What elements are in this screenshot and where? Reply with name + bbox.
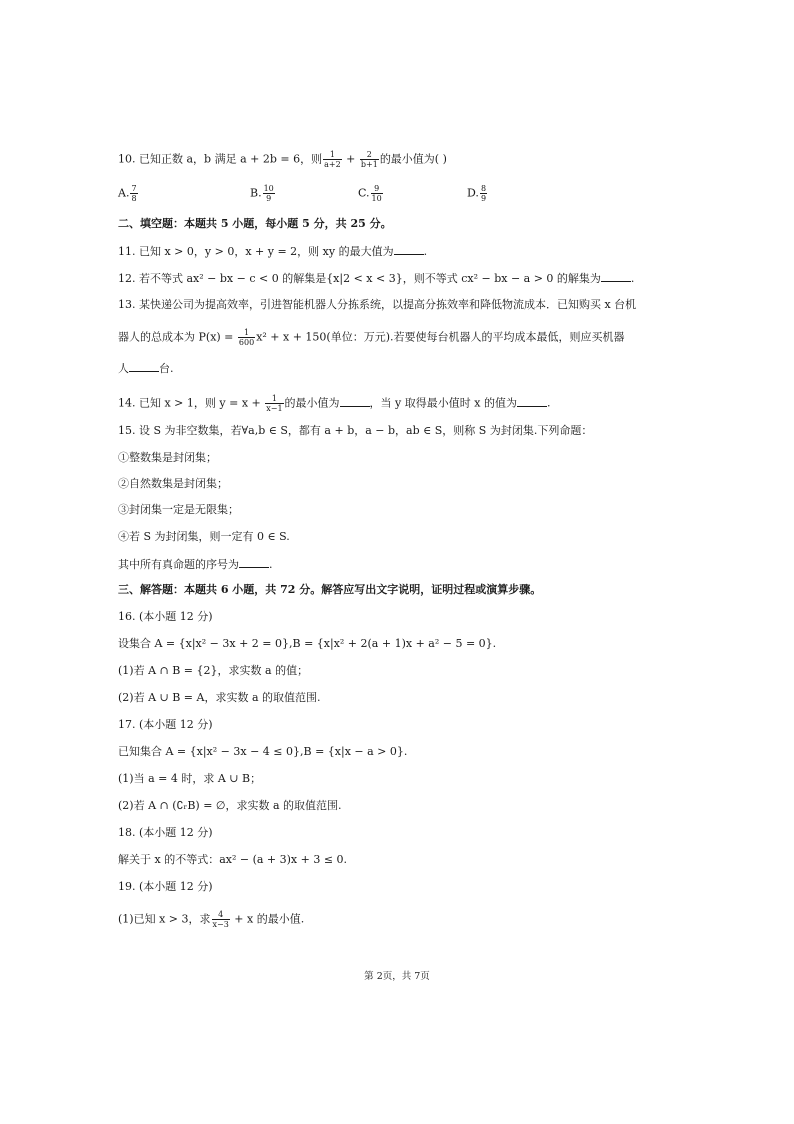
- q18-heading: 18. (本小题 12 分): [118, 826, 213, 839]
- section-2-heading: 二、填空题：本题共 5 小题，每小题 5 分，共 25 分。: [118, 217, 392, 230]
- answer-blank: [601, 271, 631, 282]
- question-13-line-2: 器人的总成本为 P(x) = $\frac{1}{600}$ x² + x + 150(单位：万元).若要使每台机器人的平均成本最低，则应买机器: [118, 328, 625, 347]
- q10-fraction-1: $\frac{1}{a+2}$: [324, 150, 341, 169]
- q15-item-4: ④若 S 为封闭集，则一定有 0 ∈ S.: [118, 530, 290, 543]
- q15-item-2: ②自然数集是封闭集；: [118, 477, 228, 490]
- q17-part-1: (1)当 a = 4 时，求 A ∪ B；: [118, 772, 262, 785]
- q10-option-d: D. $\frac{8}{9}$: [467, 184, 487, 203]
- section-3-heading: 三、解答题：本题共 6 小题，共 72 分。解答应写出文字说明，证明过程或演算步骤。: [118, 583, 542, 596]
- q16-part-2: (2)若 A ∪ B = A，求实数 a 的取值范围.: [118, 691, 321, 704]
- page-footer: 第 2页，共 7页: [364, 971, 430, 982]
- q19-fraction: $\frac{4}{x-3}$: [212, 910, 229, 929]
- q10-option-b: B. $\frac{10}{9}$: [250, 184, 274, 203]
- question-10: 10. 已知正数 a，b 满足 a + 2b = 6，则 $\frac{1}{a+2}$ + $\frac{2}{b+1}$ 的最小值为( ): [118, 150, 447, 169]
- answer-blank: [239, 557, 269, 568]
- q15-item-1: ①整数集是封闭集；: [118, 451, 217, 464]
- q17-heading: 17. (本小题 12 分): [118, 718, 213, 731]
- question-11: 11. 已知 x > 0，y > 0，x + y = 2，则 xy 的最大值为 .: [118, 245, 428, 258]
- answer-blank: [394, 244, 424, 255]
- q10-option-a: A. $\frac{7}{8}$: [118, 184, 137, 203]
- question-13-line-3: 人 台.: [118, 362, 174, 375]
- q16-part-1: (1)若 A ∩ B = {2}，求实数 a 的值；: [118, 664, 309, 677]
- q10-option-c: C. $\frac{9}{10}$: [358, 184, 382, 203]
- q16-heading: 16. (本小题 12 分): [118, 610, 213, 623]
- answer-blank: [517, 396, 547, 407]
- q16-set: 设集合 A = {x|x² − 3x + 2 = 0},B = {x|x² + 2(a + 1)x + a² − 5 = 0}.: [118, 637, 497, 650]
- q10-stem-b: a，b 满足 a + 2b = 6，则: [186, 152, 323, 166]
- q13-fraction: $\frac{1}{600}$: [238, 328, 255, 347]
- q18-body: 解关于 x 的不等式：ax² − (a + 3)x + 3 ≤ 0.: [118, 853, 348, 866]
- q15-ask: 其中所有真命题的序号为 .: [118, 558, 273, 571]
- q17-part-2: (2)若 A ∩ (∁ᵣB) = ∅，求实数 a 的取值范围.: [118, 799, 342, 812]
- question-12: 12. 若不等式 ax² − bx − c < 0 的解集是{x|2 < x < 3}，则不等式 cx² − bx − a > 0 的解集为 .: [118, 272, 635, 285]
- q19-heading: 19. (本小题 12 分): [118, 880, 213, 893]
- q14-fraction: $\frac{1}{x-1}$: [266, 394, 283, 413]
- question-13-line-1: 13. 某快递公司为提高效率，引进智能机器人分拣系统，以提高分拣效率和降低物流成本．已知购买 x 台机: [118, 298, 637, 311]
- answer-blank: [340, 396, 370, 407]
- q10-stem-a: 10. 已知正数: [118, 152, 187, 166]
- q15-item-3: ③封闭集一定是无限集；: [118, 503, 239, 516]
- q10-stem-c: 的最小值为( ): [379, 152, 447, 166]
- question-15-stem: 15. 设 S 为非空数集，若∀a,b ∈ S，都有 a + b，a − b，ab ∈ S，则称 S 为封闭集.下列命题：: [118, 424, 593, 437]
- q19-part-1: (1)已知 x > 3，求 $\frac{4}{x-3}$ + x 的最小值.: [118, 910, 305, 929]
- q10-fraction-2: $\frac{2}{b+1}$: [360, 150, 378, 169]
- q17-set: 已知集合 A = {x|x² − 3x − 4 ≤ 0},B = {x|x − a > 0}.: [118, 745, 408, 758]
- answer-blank: [129, 361, 159, 372]
- question-14: 14. 已知 x > 1，则 y = x + $\frac{1}{x-1}$ 的最小值为 ，当 y 取得最小值时 x 的值为 .: [118, 394, 551, 413]
